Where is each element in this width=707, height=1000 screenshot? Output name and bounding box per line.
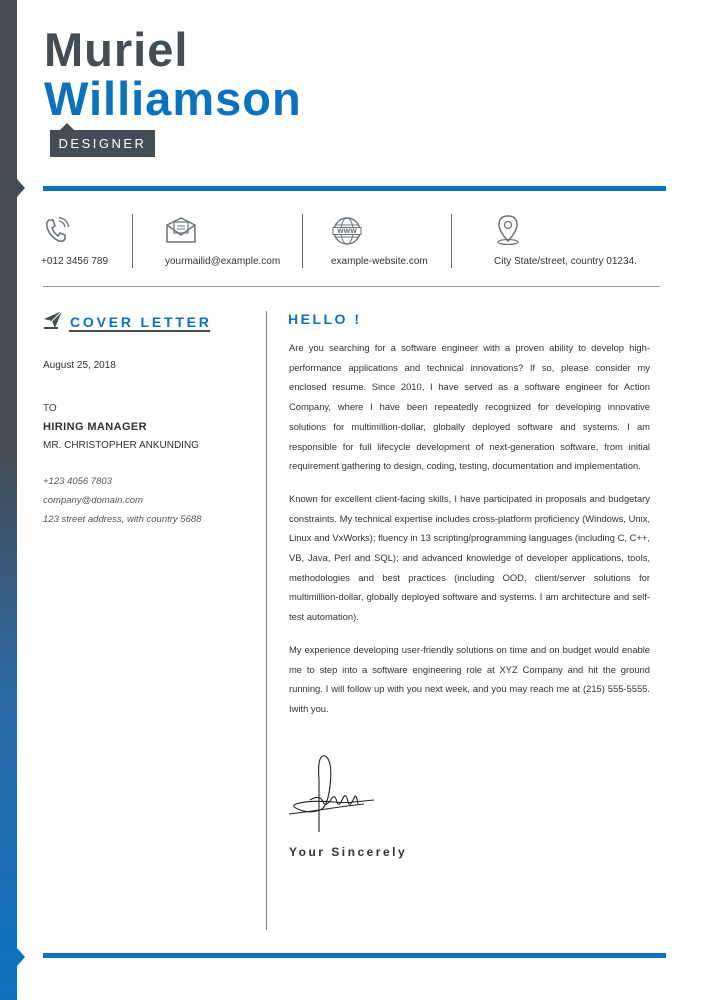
contact-website	[331, 212, 441, 272]
contact-divider	[132, 214, 133, 268]
paper-plane-icon	[43, 310, 63, 335]
recipient-name: MR. CHRISTOPHER ANKUNDING	[43, 440, 199, 451]
column-divider	[266, 311, 267, 930]
letter-body	[289, 338, 650, 732]
envelope-icon	[165, 216, 197, 249]
contact-address	[494, 212, 654, 272]
globe-www-icon	[332, 216, 362, 251]
greeting: HELLO !	[288, 311, 362, 327]
contact-address-text: City State/street, country 01234.	[494, 256, 637, 267]
contact-email	[164, 212, 294, 272]
contact-divider	[451, 214, 452, 268]
contact-website-text: example-website.com	[331, 256, 428, 267]
letter-date: August 25, 2018	[43, 360, 116, 371]
cover-letter-title: COVER LETTER	[70, 314, 212, 330]
cover-letter-underline	[69, 330, 210, 332]
recipient-address: 123 street address, with country 5688	[43, 514, 202, 525]
closing-text: Your Sincerely	[289, 845, 408, 859]
contact-rule	[43, 286, 660, 287]
recipient-email: company@domain.com	[43, 495, 143, 506]
contact-email-text: yourmailid@example.com	[165, 256, 281, 267]
recipient-title: HIRING MANAGER	[43, 421, 147, 433]
contact-phone-text: +012 3456 789	[41, 256, 109, 267]
side-notch-bottom	[17, 948, 25, 966]
phone-icon	[43, 216, 69, 249]
top-blue-rule	[43, 186, 666, 191]
contact-divider	[302, 214, 303, 268]
role-badge: DESIGNER	[50, 130, 155, 157]
recipient-phone: +123 4056 7803	[43, 476, 112, 487]
letter-paragraph: Known for excellent client-facing skills, I have participated in proposals and budgetary constraints. My technical expertise includes cross-platform proficiency (Windows, Unix, Linux and VxWorks); fluency in 13 scripting/programming languages (including C, C++, VB, Java, Perl and SQL); and advanced knowledge of developer applications, tools, methodologies and best practices (including OOD, client/server solutions for multimillion-dollar, globally deployed software and systems. I am architecture and self-test automation).	[289, 492, 650, 623]
bottom-blue-rule	[43, 953, 666, 958]
last-name: Williamson	[44, 72, 302, 125]
letter-paragraph: Are you searching for a software engineer with a proven ability to develop high-performance applications and technical innovations? If so, please consider my enclosed resume. Since 2010, I have served as a software engineer for Action Company, where I have been repeatedly recognized for developing innovative solutions for multimillion-dollar, globally deployed software and systems. I am responsible for full lifecycle development of next-generation software, from initial requirement gathering to design, coding, testing, documentation and implementation.	[289, 342, 650, 472]
to-label: TO	[43, 403, 57, 414]
letter-paragraph: My experience developing user-friendly solutions on time and on budget would enable me to step into a software engineering role at XYZ Company and hit the ground running. I will follow up with you next week, and you may reach me at (215) 555-5555. Iwith you.	[289, 643, 650, 714]
first-name: Muriel	[44, 23, 189, 76]
side-notch-top	[17, 179, 25, 197]
contact-phone	[41, 212, 131, 272]
location-pin-icon	[495, 214, 521, 251]
svg-text:WWW: WWW	[337, 228, 357, 236]
side-accent-bar	[0, 0, 17, 1000]
handwritten-signature	[286, 752, 381, 845]
